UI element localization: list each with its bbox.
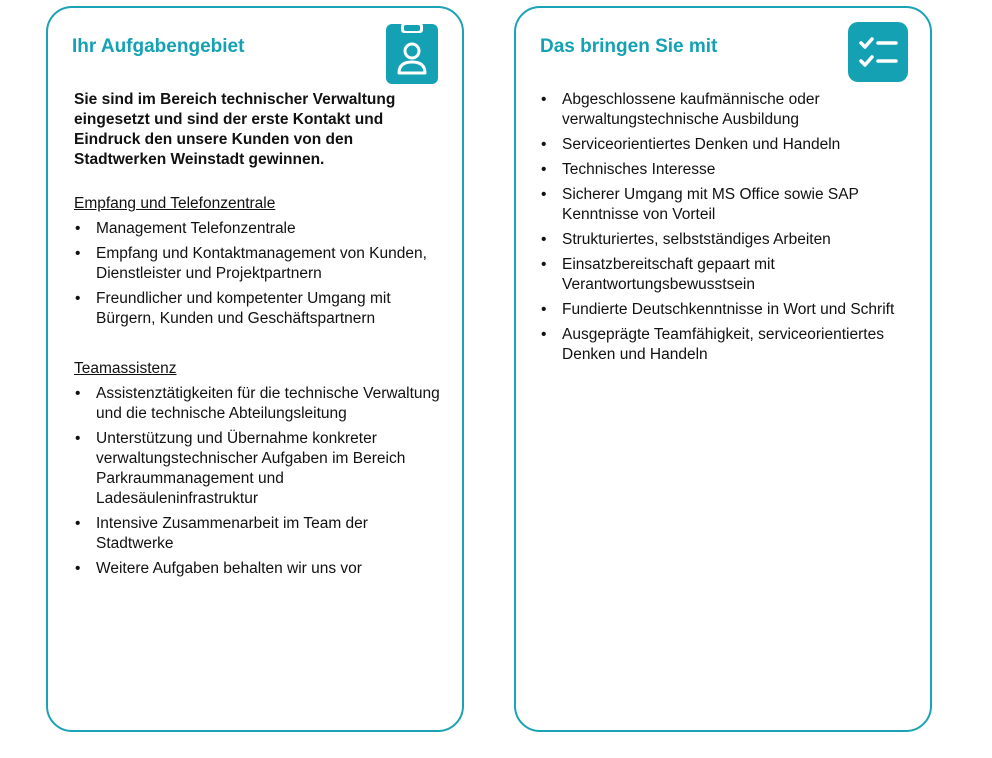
list-item: • Freundlicher und kompetenter Umgang mit Bürgern, Kunden und Geschäftspartnern bbox=[74, 289, 444, 329]
tasks-intro: Sie sind im Bereich technischer Verwaltung eingesetzt und sind der erste Kontakt und Eindruck den unsere Kunden von den Stadtwerken Weinstadt gewinnen. bbox=[74, 91, 396, 168]
tasks-card-title: Ihr Aufgabengebiet bbox=[72, 36, 245, 57]
tasks-card bbox=[46, 6, 464, 732]
list-item: • Serviceorientiertes Denken und Handeln bbox=[540, 135, 912, 155]
list-item: • Intensive Zusammenarbeit im Team der Stadtwerke bbox=[74, 514, 444, 554]
clipboard-person-icon bbox=[382, 24, 442, 84]
list-item: • Sicherer Umgang mit MS Office sowie SAP Kenntnisse von Vorteil bbox=[540, 185, 912, 225]
list-item: • Technisches Interesse bbox=[540, 160, 912, 180]
list-item: • Einsatzbereitschaft gepaart mit Verantwortungsbewusstsein bbox=[540, 255, 912, 295]
reception-list bbox=[74, 219, 444, 334]
list-item: • Empfang und Kontaktmanagement von Kunden, Dienstleister und Projektpartnern bbox=[74, 244, 444, 284]
section-heading-reception: Empfang und Telefonzentrale bbox=[74, 195, 276, 212]
team-assistance-list bbox=[74, 384, 444, 584]
requirements-card bbox=[514, 6, 932, 732]
list-item: • Unterstützung und Übernahme konkreter verwaltungstechnischer Aufgaben im Bereich Parkraummanagement und Ladesäuleninfrastruktur bbox=[74, 429, 444, 509]
requirements-card-title: Das bringen Sie mit bbox=[540, 36, 718, 57]
list-item: • Fundierte Deutschkenntnisse in Wort und Schrift bbox=[540, 300, 912, 320]
list-item: • Abgeschlossene kaufmännische oder verwaltungstechnische Ausbildung bbox=[540, 90, 912, 130]
list-item: • Management Telefonzentrale bbox=[74, 219, 444, 239]
list-item: • Ausgeprägte Teamfähigkeit, serviceorientiertes Denken und Handeln bbox=[540, 325, 912, 365]
requirements-list bbox=[540, 90, 912, 370]
list-item: • Strukturiertes, selbstständiges Arbeiten bbox=[540, 230, 912, 250]
list-item: • Assistenztätigkeiten für die technische Verwaltung und die technische Abteilungsleitung bbox=[74, 384, 444, 424]
section-heading-team-assistance: Teamassistenz bbox=[74, 360, 177, 377]
checklist-icon bbox=[848, 22, 908, 82]
list-item: • Weitere Aufgaben behalten wir uns vor bbox=[74, 559, 444, 579]
